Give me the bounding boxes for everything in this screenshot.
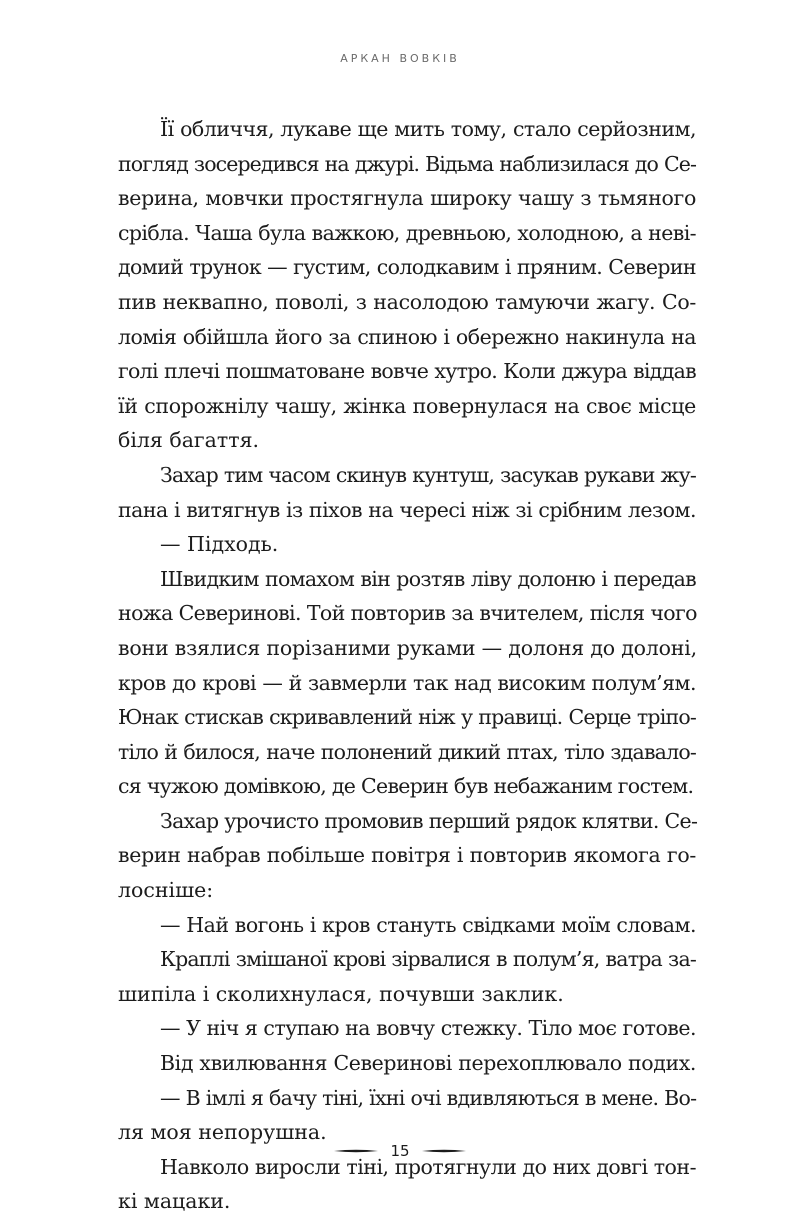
text-line: лосніше: xyxy=(118,878,214,903)
running-head: АРКАН ВОВКІВ xyxy=(340,52,460,65)
text-line: пана і витягнув із піхов на чересі ніж зі срібним лезом. xyxy=(118,497,696,522)
dialogue-line: — У ніч я ступаю на вовчу стежку. Тіло моє готове. xyxy=(160,1016,696,1041)
text-line: Від хвилювання Северинові перехоплювало подих. xyxy=(160,1051,696,1076)
text-line: ножа Северинові. Той повторив за вчителем, після чого xyxy=(118,601,697,626)
text-line: біля багаття. xyxy=(118,428,260,453)
text-line: верина, мовчки простягнула широку чашу з тьмяного xyxy=(118,186,696,211)
text-line: шипіла і сколихнулася, почувши заклик. xyxy=(118,981,564,1006)
text-line: ся чужою домівкою, де Северин був небажаним гостем. xyxy=(118,774,694,799)
text-line: погляд зосередився на джурі. Відьма наблизилася до Се- xyxy=(118,151,696,176)
text-line: ломія обійшла його за спиною і обережно накинула на xyxy=(118,324,696,349)
text-line: їй спорожнілу чашу, жінка повернулася на своє місце xyxy=(118,393,696,418)
text-line: Навколо виросли тіні, протягнули до них довгі тон- xyxy=(160,1154,696,1179)
text-line: Краплі змішаної крові зірвалися в полум’я, ватра за- xyxy=(160,947,696,972)
body-text xyxy=(118,112,696,1219)
text-line: голі плечі пошматоване вовче хутро. Коли джура віддав xyxy=(118,359,696,384)
text-line: домий трунок — густим, солодкавим і пряним. Северин xyxy=(118,255,696,280)
text-line: срібла. Чаша була важкою, древньою, холодною, а неві- xyxy=(118,220,696,245)
text-line: ля моя непорушна. xyxy=(118,1120,327,1145)
text-line: тіло й билося, наче полонений дикий птах, тіло здавало- xyxy=(118,739,696,764)
text-line: кі мацаки. xyxy=(118,1189,231,1214)
text-line: Юнак стискав скривавлений ніж у правиці. Серце тріпо- xyxy=(118,705,696,730)
page-number: 15 xyxy=(390,1142,410,1160)
page-footer xyxy=(0,1142,800,1160)
text-line: пив неквапно, поволі, з насолодою тамуючи жагу. Со- xyxy=(118,289,696,314)
text-line: Швидким помахом він розтяв ліву долоню і передав xyxy=(160,566,696,591)
left-ornament-icon xyxy=(334,1146,378,1156)
text-line: Захар тим часом скинув кунтуш, засукав рукави жу- xyxy=(160,462,696,487)
text-line: кров до крові — й завмерли так над високим полум’ям. xyxy=(118,670,696,695)
dialogue-line: — Підходь. xyxy=(160,532,279,557)
text-line: верин набрав побільше повітря і повторив якомога го- xyxy=(118,843,696,868)
dialogue-line: — В імлі я бачу тіні, їхні очі вдивляються в мене. Во- xyxy=(160,1085,697,1110)
dialogue-line: — Най вогонь і кров стануть свідками моїм словам. xyxy=(160,912,696,937)
right-ornament-icon xyxy=(422,1146,466,1156)
text-line: вони взялися порізаними руками — долоня до долоні, xyxy=(118,635,697,660)
text-line: Захар урочисто промовив перший рядок клятви. Се- xyxy=(160,808,698,833)
text-line: Її обличчя, лукаве ще мить тому, стало серйозним, xyxy=(160,117,696,141)
